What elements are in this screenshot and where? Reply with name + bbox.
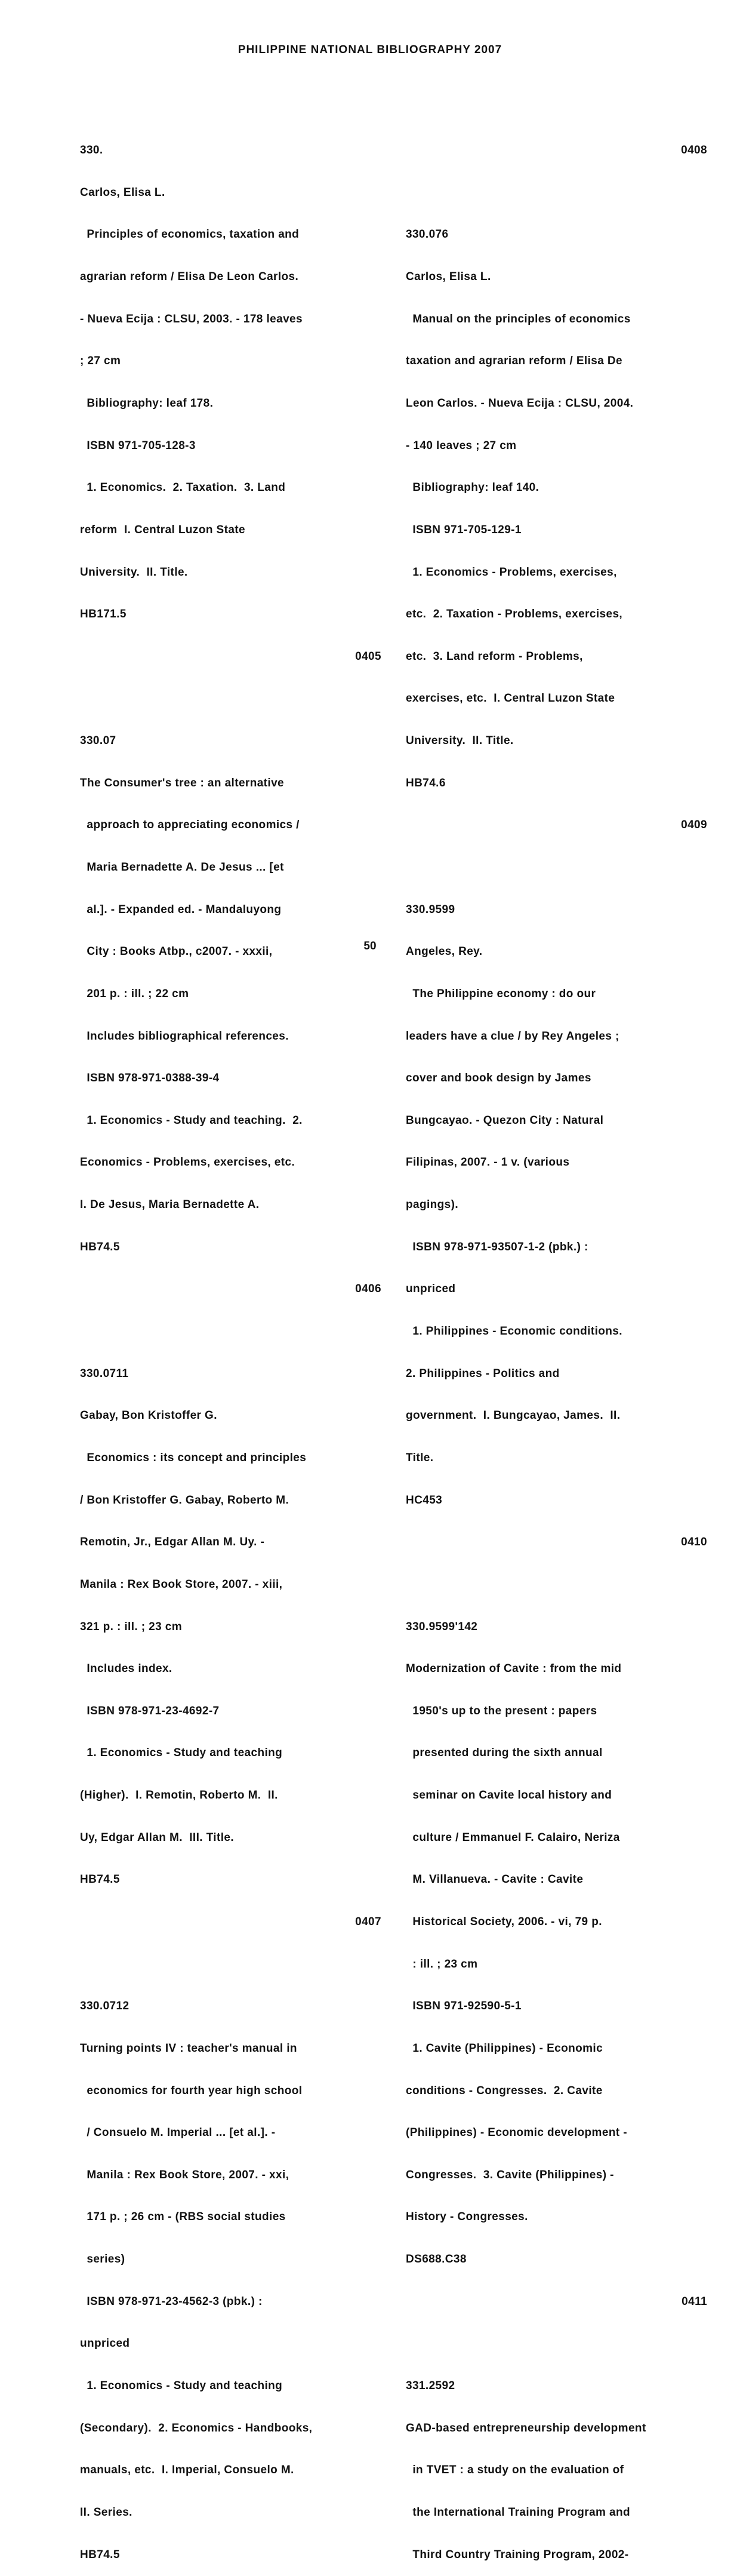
entry-text-line: the International Training Program and — [406, 2506, 630, 2519]
entry-text-line: 321 p. : ill. ; 23 cm — [80, 1620, 183, 1633]
subject-line: University. II. Title. — [80, 565, 188, 579]
price-line: unpriced — [406, 1283, 456, 1296]
lc-class-number: HB74.5 — [80, 2548, 120, 2561]
lc-class-number: HB74.6 — [406, 776, 446, 789]
call-number: 330.9599'142 — [406, 1620, 478, 1633]
author-line: Carlos, Elisa L. — [406, 270, 491, 284]
call-number: 330.076 — [406, 228, 449, 241]
subject-line: Congresses. 3. Cavite (Philippines) - — [406, 2168, 614, 2181]
isbn-line: ISBN 978-971-93507-1-2 (pbk.) : — [406, 1240, 588, 1253]
blank-line — [406, 860, 707, 875]
right-column — [406, 115, 707, 2576]
subject-line: conditions - Congresses. 2. Cavite — [406, 2084, 603, 2097]
subject-line: manuals, etc. I. Imperial, Consuelo M. — [80, 2464, 294, 2477]
entry-text-line: Manila : Rex Book Store, 2007. - xxi, — [80, 2168, 289, 2181]
entry-number: 0408 — [681, 144, 707, 157]
note-line: Includes index. — [80, 1662, 172, 1676]
subject-line: 1. Cavite (Philippines) - Economic — [406, 2042, 603, 2055]
subject-line: 1. Philippines - Economic conditions. — [406, 1325, 622, 1338]
entry-text-line: leaders have a clue / by Rey Angeles ; — [406, 1029, 619, 1043]
entry-text-line: presented during the sixth annual — [406, 1747, 603, 1760]
left-column — [80, 115, 381, 2576]
lc-class-number: HB74.5 — [80, 1240, 120, 1253]
subject-line: 1. Economics - Study and teaching — [80, 1747, 283, 1760]
lc-class-number: HB171.5 — [80, 608, 127, 621]
entry-text-line: - Nueva Ecija : CLSU, 2003. - 178 leaves — [80, 312, 303, 325]
subject-line: 1. Economics - Study and teaching. 2. — [80, 1114, 303, 1127]
entry-number: 0405 — [355, 650, 381, 663]
subject-line: Uy, Edgar Allan M. III. Title. — [80, 1831, 235, 1844]
entry-text-line: / Consuelo M. Imperial ... [et al.]. - — [80, 2126, 276, 2140]
blank-line — [406, 2337, 707, 2351]
entry-text-line: 171 p. ; 26 cm - (RBS social studies — [80, 2211, 286, 2224]
entry-text-line: taxation and agrarian reform / Elisa De — [406, 355, 622, 368]
call-number: 330.07 — [80, 734, 116, 748]
entry-text-line: agrarian reform / Elisa De Leon Carlos. — [80, 270, 299, 284]
page-header: PHILIPPINE NATIONAL BIBLIOGRAPHY 2007 — [238, 44, 502, 56]
subject-line: History - Congresses. — [406, 2211, 528, 2224]
entry-text-line: cover and book design by James — [406, 1072, 591, 1085]
entry-text-line: ; 27 cm — [80, 355, 121, 368]
entry-text-line: al.]. - Expanded ed. - Mandaluyong — [80, 903, 282, 916]
entry-text-line: 201 p. : ill. ; 22 cm — [80, 987, 189, 1000]
blank-line — [406, 186, 707, 200]
title-line: Manual on the principles of economics — [406, 312, 631, 325]
lc-class-number: HB74.5 — [80, 1873, 120, 1886]
subject-line: Title. — [406, 1451, 434, 1464]
subject-line: etc. 3. Land reform - Problems, — [406, 650, 583, 663]
subject-line: reform I. Central Luzon State — [80, 523, 245, 536]
title-line: Economics : its concept and principles — [80, 1451, 307, 1464]
call-number: 330. — [80, 144, 103, 157]
title-line: Principles of economics, taxation and — [80, 228, 300, 241]
isbn-line: ISBN 978-971-23-4692-7 — [80, 1704, 220, 1717]
entry-text-line: Bungcayao. - Quezon City : Natural — [406, 1114, 604, 1127]
isbn-line: ISBN 971-92590-5-1 — [406, 2000, 522, 2013]
entry-number: 0407 — [355, 1916, 381, 1928]
entry-text-line: economics for fourth year high school — [80, 2084, 303, 2097]
entry-text-line: seminar on Cavite local history and — [406, 1789, 612, 1802]
entry-number: 0409 — [681, 819, 707, 832]
entry-text-line: City : Books Atbp., c2007. - xxxii, — [80, 945, 273, 958]
entry-text-line: approach to appreciating economics / — [80, 819, 300, 832]
subject-line: (Higher). I. Remotin, Roberto M. II. — [80, 1789, 278, 1802]
entry-text-line: 1950's up to the present : papers — [406, 1704, 597, 1717]
entry-text-line: Filipinas, 2007. - 1 v. (various — [406, 1156, 570, 1169]
entry-text-line: Historical Society, 2006. - vi, 79 p. — [406, 1916, 602, 1928]
isbn-line: ISBN 971-705-128-3 — [80, 439, 196, 452]
entry-number: 0411 — [682, 2295, 707, 2308]
note-line: Bibliography: leaf 140. — [406, 481, 539, 494]
entry-text-line: culture / Emmanuel F. Calairo, Neriza — [406, 1831, 620, 1844]
call-number: 330.0711 — [80, 1367, 129, 1380]
subject-line: Economics - Problems, exercises, etc. — [80, 1156, 295, 1169]
call-number: 330.0712 — [80, 2000, 130, 2013]
author-line: Gabay, Bon Kristoffer G. — [80, 1409, 217, 1422]
author-line: Carlos, Elisa L. — [80, 186, 165, 199]
price-line: unpriced — [80, 2337, 130, 2350]
entry-text-line: Leon Carlos. - Nueva Ecija : CLSU, 2004. — [406, 396, 634, 410]
entry-number: 0406 — [355, 1283, 381, 1296]
subject-line: exercises, etc. I. Central Luzon State — [406, 692, 615, 705]
call-number: 330.9599 — [406, 903, 455, 916]
author-line: Angeles, Rey. — [406, 945, 483, 958]
blank-line — [80, 691, 381, 706]
blank-line — [80, 1957, 381, 1972]
title-line: Modernization of Cavite : from the mid — [406, 1662, 622, 1676]
entry-text-line: M. Villanueva. - Cavite : Cavite — [406, 1873, 584, 1886]
subject-line: 1. Economics - Problems, exercises, — [406, 565, 617, 579]
note-line: Includes bibliographical references. — [80, 1029, 289, 1043]
call-number: 331.2592 — [406, 2380, 455, 2393]
subject-line: 2. Philippines - Politics and — [406, 1367, 560, 1380]
isbn-line: ISBN 978-971-0388-39-4 — [80, 1072, 220, 1085]
entry-text-line: Manila : Rex Book Store, 2007. - xiii, — [80, 1578, 283, 1591]
note-line: Bibliography: leaf 178. — [80, 396, 214, 410]
subject-line: University. II. Title. — [406, 734, 514, 748]
entry-text-line: Remotin, Jr., Edgar Allan M. Uy. - — [80, 1536, 265, 1549]
entry-text-line: in TVET : a study on the evaluation of — [406, 2464, 624, 2477]
entry-text-line: Maria Bernadette A. De Jesus ... [et — [80, 860, 284, 874]
entry-text-line: / Bon Kristoffer G. Gabay, Roberto M. — [80, 1493, 289, 1507]
entry-text-line: series) — [80, 2253, 125, 2266]
entry-text-line: : ill. ; 23 cm — [406, 1957, 478, 1971]
subject-line: (Philippines) - Economic development - — [406, 2126, 627, 2140]
blank-line — [406, 1578, 707, 1592]
subject-line: 1. Economics - Study and teaching — [80, 2380, 283, 2393]
entry-text-line: Third Country Training Program, 2002- — [406, 2548, 629, 2561]
title-line: The Consumer's tree : an alternative — [80, 776, 285, 789]
subject-line: (Secondary). 2. Economics - Handbooks, — [80, 2421, 313, 2434]
title-line: GAD-based entrepreneurship development — [406, 2421, 646, 2434]
title-line: Turning points IV : teacher's manual in — [80, 2042, 297, 2055]
subject-line: II. Series. — [80, 2506, 132, 2519]
entry-text-line: - 140 leaves ; 27 cm — [406, 439, 517, 452]
page-number: 50 — [363, 940, 377, 952]
entry-number: 0410 — [681, 1536, 707, 1549]
blank-line — [80, 1324, 381, 1339]
lc-class-number: DS688.C38 — [406, 2253, 467, 2266]
subject-line: etc. 2. Taxation - Problems, exercises, — [406, 608, 623, 621]
subject-line: 1. Economics. 2. Taxation. 3. Land — [80, 481, 286, 494]
isbn-line: ISBN 971-705-129-1 — [406, 523, 522, 536]
isbn-line: ISBN 978-971-23-4562-3 (pbk.) : — [80, 2295, 263, 2308]
lc-class-number: HC453 — [406, 1493, 443, 1507]
title-line: The Philippine economy : do our — [406, 987, 596, 1000]
entry-text-line: pagings). — [406, 1198, 459, 1212]
subject-line: government. I. Bungcayao, James. II. — [406, 1409, 621, 1422]
subject-line: I. De Jesus, Maria Bernadette A. — [80, 1198, 260, 1212]
